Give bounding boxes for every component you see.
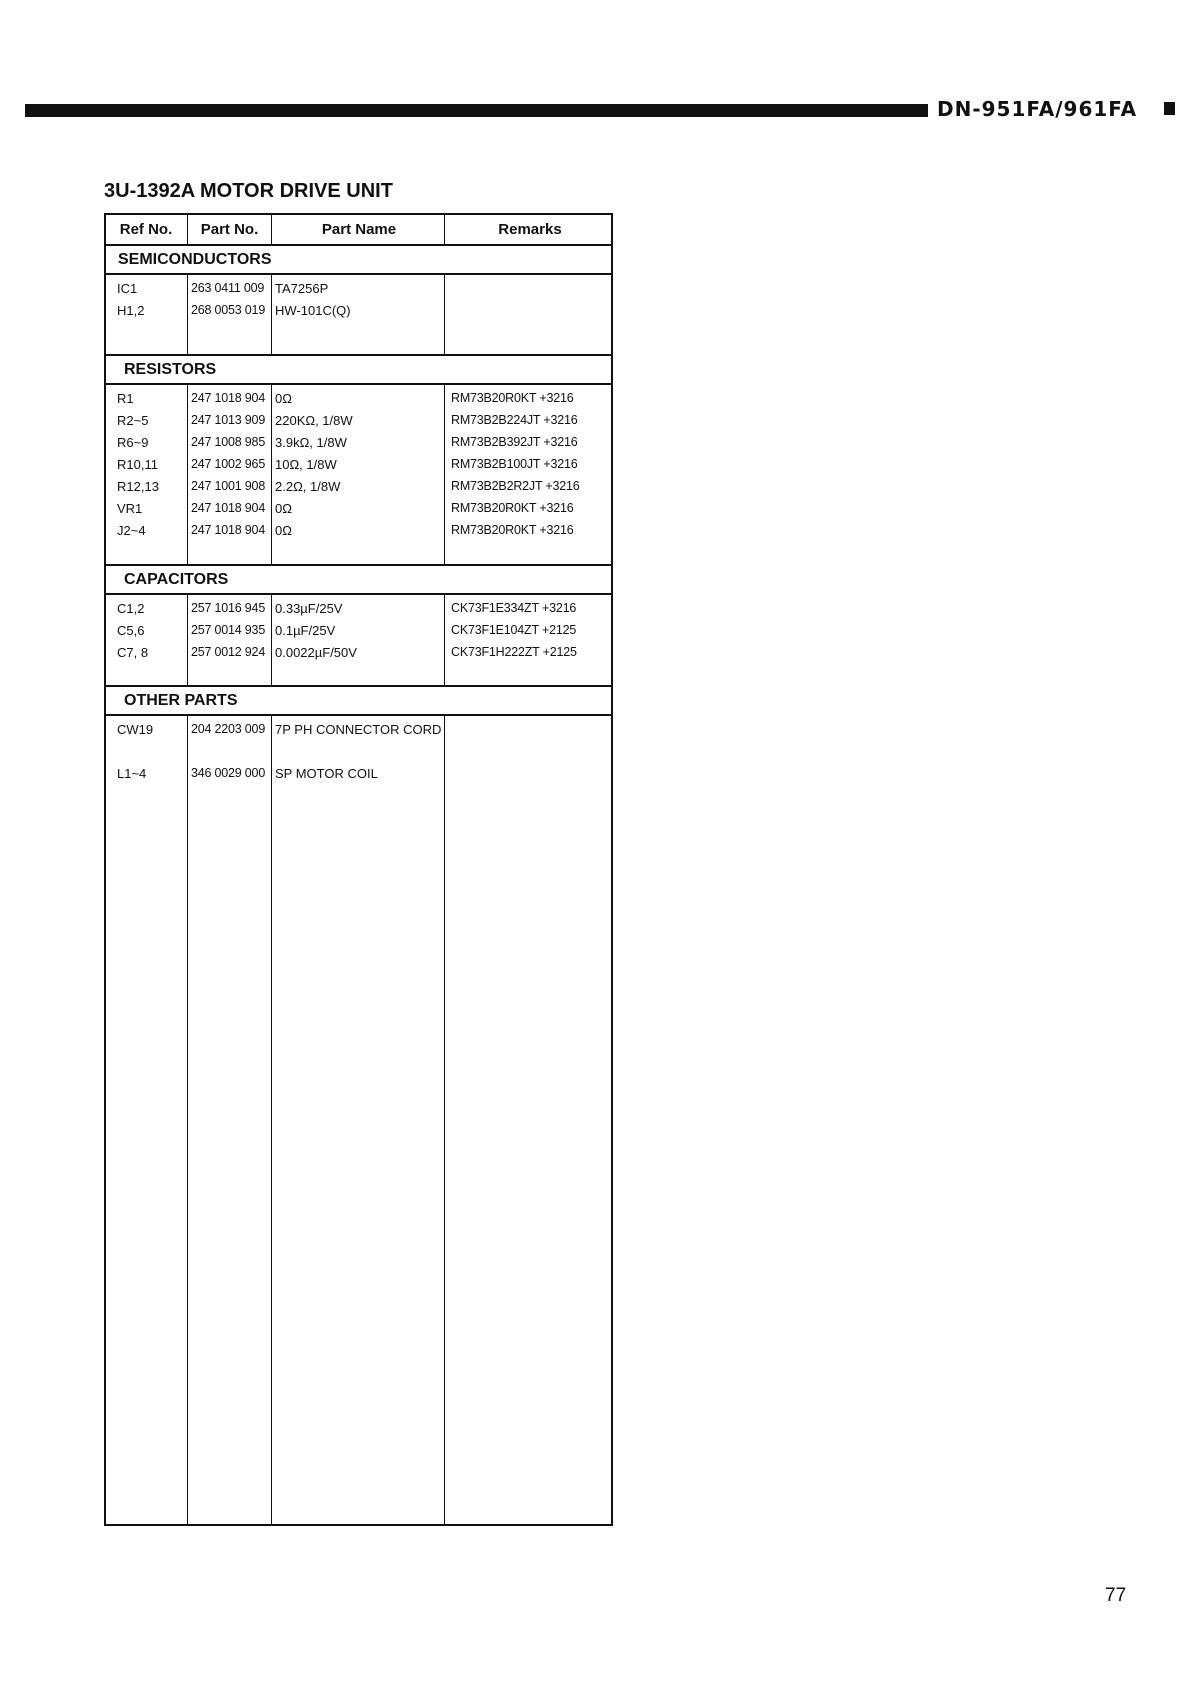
part-name-cell: HW-101C(Q) [275, 303, 351, 318]
row-divider [106, 714, 611, 716]
row-divider [106, 383, 611, 385]
part-name-cell: 0.0022µF/50V [275, 645, 357, 660]
column-divider [271, 716, 272, 1524]
column-divider [187, 716, 188, 1524]
part-name-cell: SP MOTOR COIL [275, 766, 378, 781]
part-name-cell: 0Ω [275, 523, 292, 538]
part-name-cell: 0.33µF/25V [275, 601, 343, 616]
ref-no-cell: IC1 [117, 281, 138, 296]
ref-no-cell: VR1 [117, 501, 143, 516]
column-divider [271, 595, 272, 685]
column-divider [444, 716, 445, 1524]
part-name-cell: 0Ω [275, 501, 292, 516]
remarks-cell: RM73B20R0KT +3216 [451, 391, 574, 405]
ref-no-cell: R1 [117, 391, 134, 406]
parts-list-table [104, 213, 613, 1526]
part-no-cell: 257 1016 945 [191, 601, 266, 615]
column-divider [444, 595, 445, 685]
header-square-mark [1164, 102, 1175, 115]
part-no-cell: 247 1002 965 [191, 457, 266, 471]
row-divider [106, 244, 611, 246]
part-name-cell: 3.9kΩ, 1/8W [275, 435, 347, 450]
ref-no-cell: L1~4 [117, 766, 147, 781]
ref-no-cell: J2~4 [117, 523, 146, 538]
column-divider [444, 215, 445, 244]
category-heading: CAPACITORS [124, 571, 229, 588]
remarks-cell: CK73F1H222ZT +2125 [451, 645, 577, 659]
category-heading: RESISTORS [124, 361, 217, 378]
remarks-cell: RM73B20R0KT +3216 [451, 501, 574, 515]
row-divider [106, 354, 611, 356]
ref-no-cell: R12,13 [117, 479, 159, 494]
remarks-cell: RM73B2B2R2JT +3216 [451, 479, 580, 493]
model-name: DN-951FA/961FA [937, 97, 1138, 121]
column-header-part-no: Part No. [200, 221, 259, 238]
part-no-cell: 263 0411 009 [191, 281, 265, 295]
remarks-cell: RM73B2B224JT +3216 [451, 413, 578, 427]
part-name-cell: 7P PH CONNECTOR CORD [275, 722, 442, 737]
part-no-cell: 247 1018 904 [191, 391, 266, 405]
part-no-cell: 257 0012 924 [191, 645, 266, 659]
part-name-cell: TA7256P [275, 281, 329, 296]
remarks-cell: RM73B2B392JT +3216 [451, 435, 578, 449]
column-divider [444, 275, 445, 354]
remarks-cell: CK73F1E334ZT +3216 [451, 601, 577, 615]
remarks-cell: RM73B20R0KT +3216 [451, 523, 574, 537]
part-no-cell: 257 0014 935 [191, 623, 266, 637]
part-no-cell: 247 1018 904 [191, 501, 266, 515]
ref-no-cell: C1,2 [117, 601, 145, 616]
header-rule [25, 104, 928, 117]
page-number: 77 [1105, 1585, 1127, 1606]
part-no-cell: 346 0029 000 [191, 766, 266, 780]
remarks-cell: CK73F1E104ZT +2125 [451, 623, 577, 637]
part-no-cell: 268 0053 019 [191, 303, 266, 317]
category-heading: SEMICONDUCTORS [118, 251, 272, 268]
ref-no-cell: C7, 8 [117, 645, 149, 660]
row-divider [106, 564, 611, 566]
part-no-cell: 247 1001 908 [191, 479, 266, 493]
ref-no-cell: R2~5 [117, 413, 149, 428]
column-header-remarks: Remarks [498, 221, 562, 238]
remarks-cell: RM73B2B100JT +3216 [451, 457, 578, 471]
part-name-cell: 2.2Ω, 1/8W [275, 479, 341, 494]
ref-no-cell: R10,11 [117, 457, 158, 472]
column-header-ref-no: Ref No. [119, 221, 173, 238]
column-divider [187, 275, 188, 354]
ref-no-cell: R6~9 [117, 435, 149, 450]
part-name-cell: 10Ω, 1/8W [275, 457, 337, 472]
part-name-cell: 0Ω [275, 391, 292, 406]
ref-no-cell: CW19 [117, 722, 154, 737]
ref-no-cell: H1,2 [117, 303, 145, 318]
part-no-cell: 247 1008 985 [191, 435, 266, 449]
part-no-cell: 247 1013 909 [191, 413, 266, 427]
part-no-cell: 204 2203 009 [191, 722, 266, 736]
row-divider [106, 273, 611, 275]
column-divider [271, 385, 272, 564]
part-no-cell: 247 1018 904 [191, 523, 266, 537]
part-name-cell: 0.1µF/25V [275, 623, 336, 638]
column-header-part-name: Part Name [321, 221, 397, 238]
row-divider [106, 685, 611, 687]
ref-no-cell: C5,6 [117, 623, 145, 638]
column-divider [187, 385, 188, 564]
part-name-cell: 220KΩ, 1/8W [275, 413, 353, 428]
row-divider [106, 593, 611, 595]
column-divider [271, 215, 272, 244]
category-heading: OTHER PARTS [124, 692, 238, 709]
section-title: 3U-1392A MOTOR DRIVE UNIT [104, 180, 393, 202]
column-divider [187, 215, 188, 244]
column-divider [444, 385, 445, 564]
column-divider [187, 595, 188, 685]
column-divider [271, 275, 272, 354]
